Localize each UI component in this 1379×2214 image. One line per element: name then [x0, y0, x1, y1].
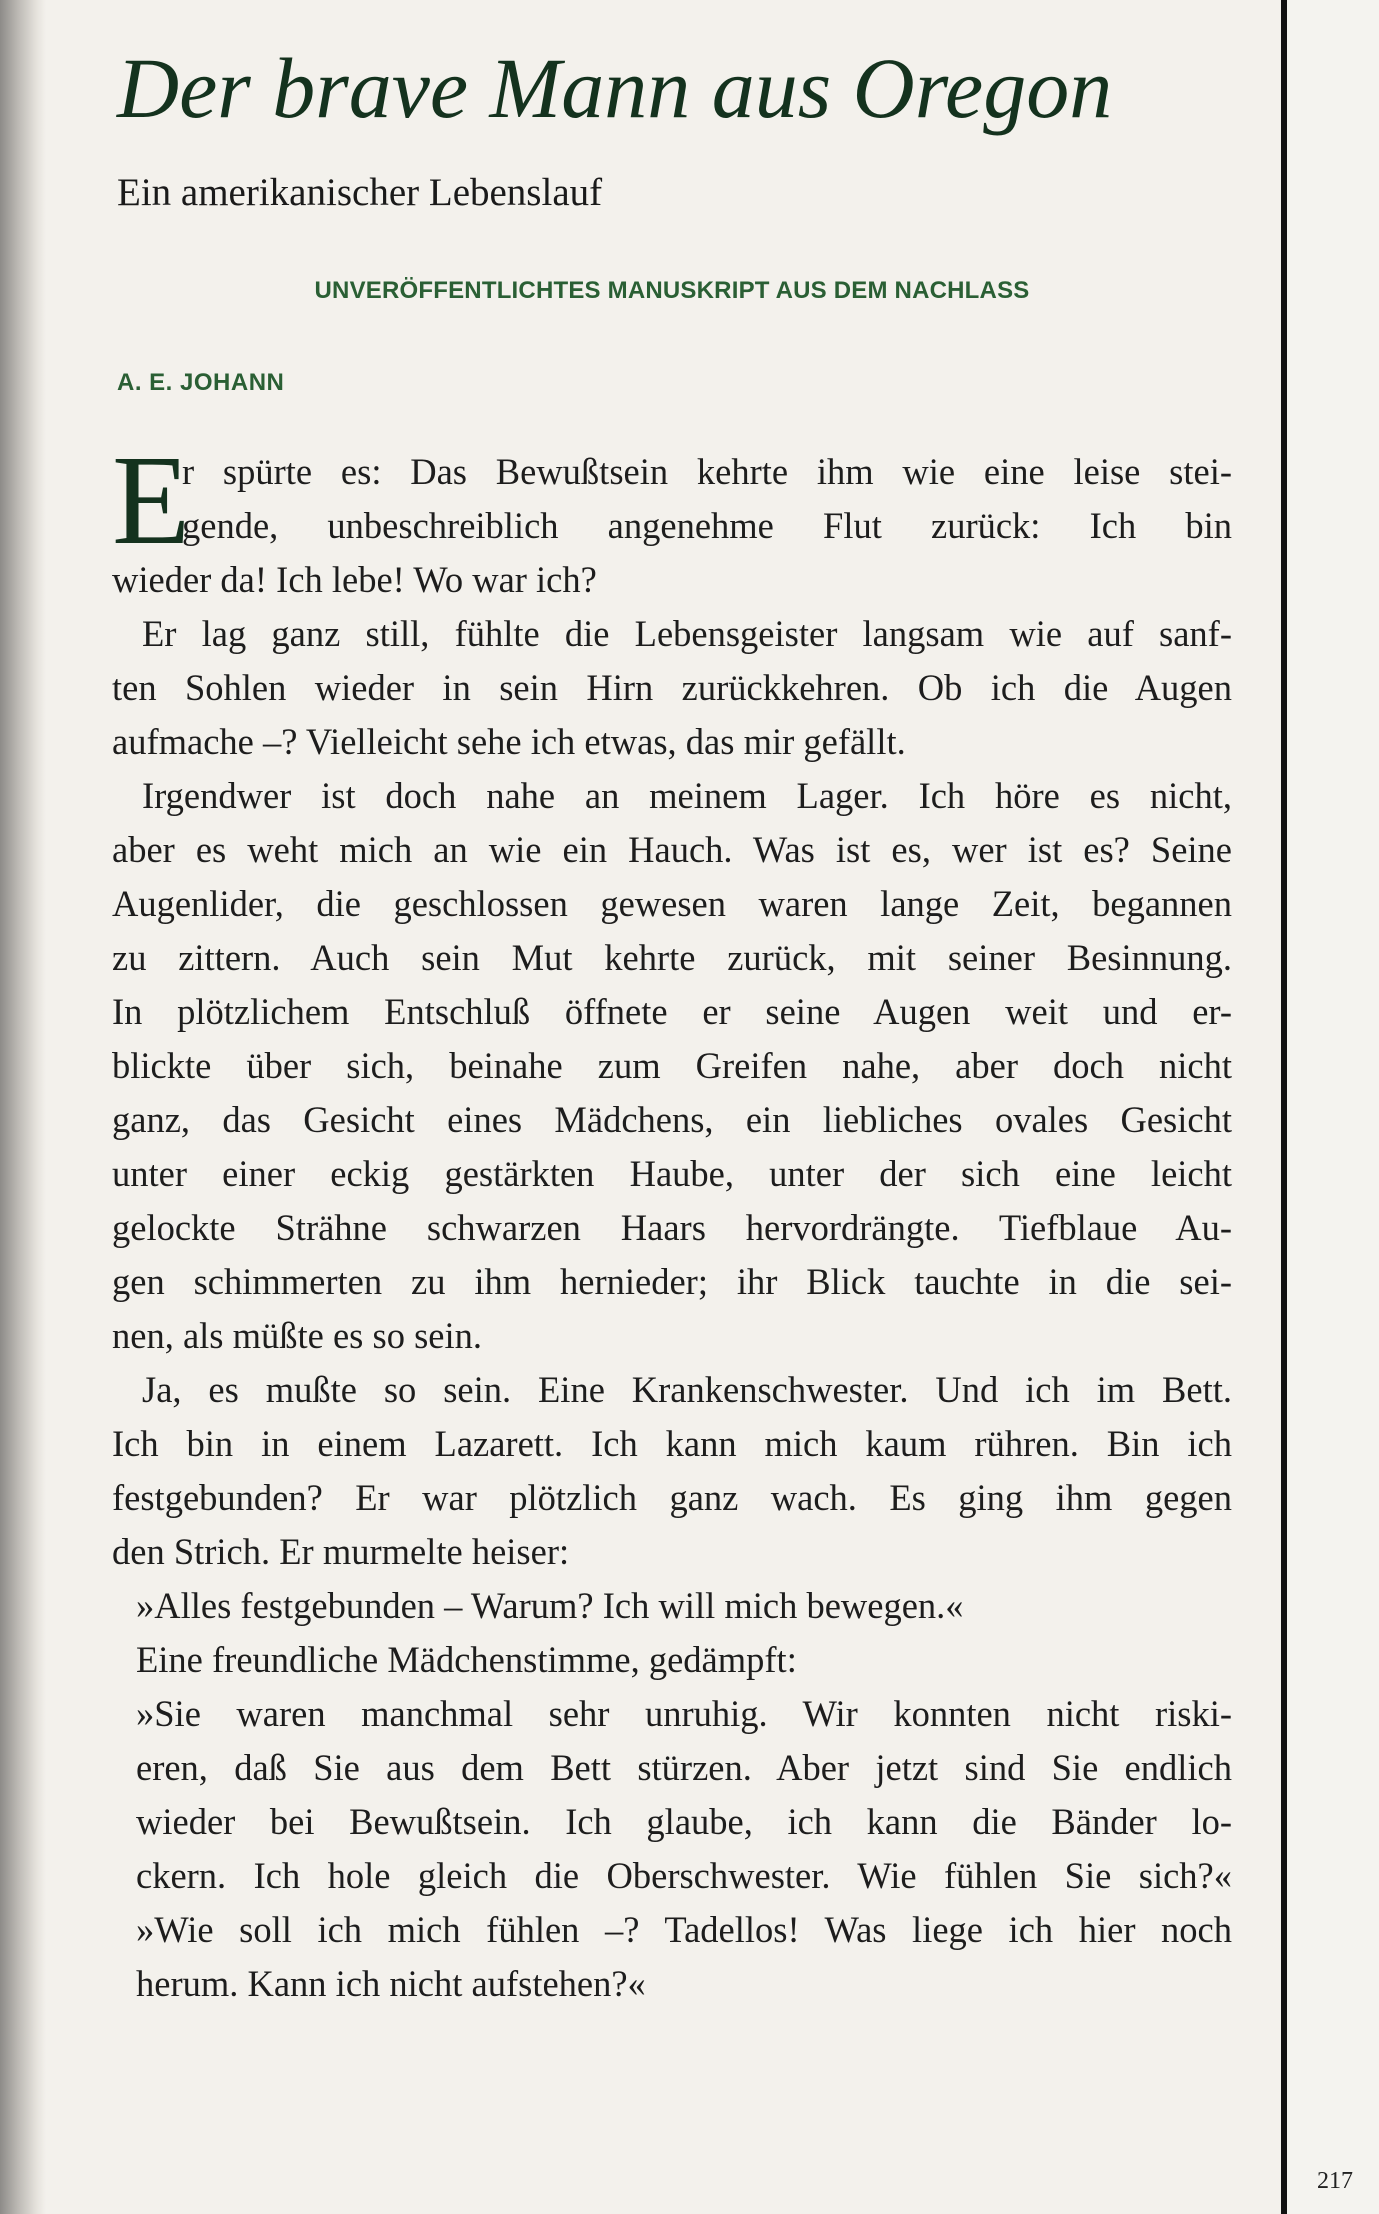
body-line: Ich bin in einem Lazarett. Ich kann mich kaum rühren. Bin ich — [112, 1423, 1232, 1464]
body-line: Augenlider, die geschlossen gewesen waren lange Zeit, begannen — [112, 883, 1232, 924]
body-line: festgebunden? Er war plötzlich ganz wach. Es ging ihm gegen — [112, 1477, 1232, 1518]
body-line: wieder da! Ich lebe! Wo war ich? — [112, 559, 597, 600]
body-line: In plötzlichem Entschluß öffnete er seine Augen weit und er- — [112, 991, 1232, 1032]
body-line: blickte über sich, beinahe zum Greifen nahe, aber doch nicht — [112, 1045, 1232, 1086]
body-line: Eine freundliche Mädchenstimme, gedämpft: — [136, 1639, 797, 1680]
article-body — [112, 445, 1232, 2011]
drop-cap: E — [112, 429, 191, 571]
article-title: Der brave Mann aus Oregon — [117, 40, 1113, 136]
body-line: gelockte Strähne schwarzen Haars hervordrängte. Tiefblaue Au- — [112, 1207, 1232, 1248]
body-line: Ja, es mußte so sein. Eine Krankenschwester. Und ich im Bett. — [142, 1369, 1232, 1410]
page-number: 217 — [1317, 2168, 1353, 2194]
body-line: ganz, das Gesicht eines Mädchens, ein liebliches ovales Gesicht — [112, 1099, 1232, 1140]
body-line: Er lag ganz still, fühlte die Lebensgeister langsam wie auf sanf- — [142, 613, 1232, 654]
body-line: zu zittern. Auch sein Mut kehrte zurück, mit seiner Besinnung. — [112, 937, 1232, 978]
body-line: aufmache –? Vielleicht sehe ich etwas, das mir gefällt. — [112, 721, 906, 762]
body-line: herum. Kann ich nicht aufstehen?« — [136, 1963, 646, 2004]
body-line: ten Sohlen wieder in sein Hirn zurückkehren. Ob ich die Augen — [112, 667, 1232, 708]
body-line: unter einer eckig gestärkten Haube, unter der sich eine leicht — [112, 1153, 1232, 1194]
body-line: »Wie soll ich mich fühlen –? Tadellos! Was liege ich hier noch — [136, 1909, 1232, 1950]
article-kicker: UNVERÖFFENTLICHTES MANUSKRIPT AUS DEM NACHLASS — [314, 277, 1030, 304]
body-line: ckern. Ich hole gleich die Oberschwester. Wie fühlen Sie sich?« — [136, 1855, 1232, 1896]
body-line: gende, unbeschreiblich angenehme Flut zurück: Ich bin — [182, 505, 1232, 546]
body-line: aber es weht mich an wie ein Hauch. Was ist es, wer ist es? Seine — [112, 829, 1232, 870]
body-line: den Strich. Er murmelte heiser: — [112, 1531, 570, 1572]
body-line: Irgendwer ist doch nahe an meinem Lager. Ich höre es nicht, — [142, 775, 1232, 816]
body-line: nen, als müßte es so sein. — [112, 1315, 483, 1356]
body-line: eren, daß Sie aus dem Bett stürzen. Aber jetzt sind Sie endlich — [136, 1747, 1232, 1788]
body-line: wieder bei Bewußtsein. Ich glaube, ich kann die Bänder lo- — [136, 1801, 1232, 1842]
right-margin — [1287, 0, 1379, 2214]
body-line: gen schimmerten zu ihm hernieder; ihr Blick tauchte in die sei- — [112, 1261, 1232, 1302]
body-line: »Alles festgebunden – Warum? Ich will mich bewegen.« — [136, 1585, 964, 1626]
article-subtitle: Ein amerikanischer Lebenslauf — [117, 171, 603, 214]
page-binding-shadow — [0, 0, 46, 2214]
body-line: r spürte es: Das Bewußtsein kehrte ihm wie eine leise stei- — [182, 451, 1232, 492]
body-line: »Sie waren manchmal sehr unruhig. Wir konnten nicht riski- — [136, 1693, 1232, 1734]
article-author: A. E. JOHANN — [117, 369, 285, 396]
margin-rule — [1281, 0, 1287, 2214]
